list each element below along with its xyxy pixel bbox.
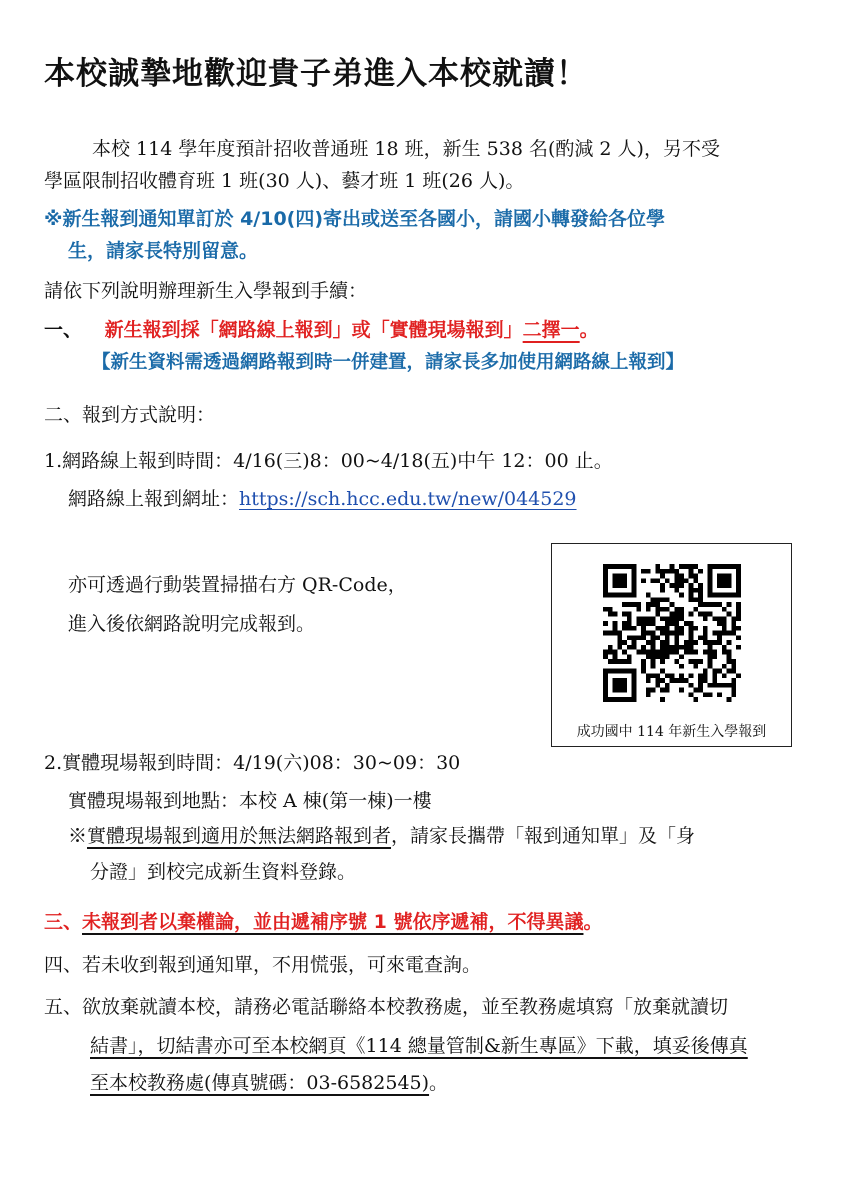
qr-instruction-1: 亦可透過行動裝置掃描右方 QR-Code， [68, 574, 407, 596]
qr-code-box [551, 543, 792, 747]
section5-line-1: 五、欲放棄就讀本校，請務必電話聯絡本校教務處，並至教務處填寫「放棄就讀切 [44, 996, 729, 1018]
section3-text [44, 903, 602, 941]
section1-text: 新生報到採「網路線上報到」或「實體現場報到」 [104, 319, 523, 341]
notice-line-1: ※新生報到通知單訂於 4/10(四)寄出或送至各國小，請國小轉發給各位學 [44, 208, 666, 230]
qr-caption: 成功國中 114 年新生入學報到 [576, 724, 767, 740]
online-url-line [68, 480, 577, 518]
section3-end: 。 [583, 911, 603, 933]
section5-underlined-start: 結書」 [90, 1035, 138, 1057]
intro-line-1: 本校 114 學年度預計招收普通班 18 班，新生 538 名(酌減 2 人)，另不受 [92, 138, 720, 160]
section1-number: 一、 [44, 319, 83, 341]
onsite-note-line-2: 分證」到校完成新生資料登錄。 [90, 861, 357, 883]
onsite-time: 2.實體現場報到時間：4/19(六)08：30~09：30 [44, 752, 461, 774]
intro-line-2: 學區限制招收體育班 1 班(30 人)、藝才班 1 班(26 人)。 [44, 170, 525, 192]
section5-end: 。 [429, 1072, 449, 1094]
onsite-note-prefix: ※ [68, 825, 88, 847]
online-url-label: 網路線上報到網址： [68, 488, 240, 510]
instruction-text: 請依下列說明辦理新生入學報到手續： [44, 280, 368, 302]
online-time: 1.網路線上報到時間：4/16(三)8：00~4/18(五)中午 12：00 止。 [44, 450, 613, 472]
page-title: 本校誠摯地歡迎貴子弟進入本校就讀！ [44, 56, 588, 92]
qr-code-icon[interactable] [603, 564, 741, 702]
section3-body: 未報到者以棄權論，並由遞補序號 1 號依序遞補，不得異議 [82, 911, 584, 933]
section5-line-3 [90, 1064, 448, 1102]
qr-instruction-2: 進入後依網路說明完成報到。 [68, 613, 316, 635]
onsite-note-rest: ，請家長攜帶「報到通知單」及「身 [391, 825, 696, 847]
section3-number: 三、 [44, 911, 83, 933]
section5-line-2 [90, 1027, 748, 1065]
section1-note: 【新生資料需透過網路報到時一併建置，請家長多加使用網路線上報到】 [92, 352, 685, 373]
onsite-note-line-1 [68, 817, 695, 855]
onsite-place: 實體現場報到地點：本校 A 棟(第一棟)一樓 [68, 790, 432, 812]
onsite-note-underlined: 實體現場報到適用於無法網路報到者 [87, 825, 392, 847]
section1-emphasis: 二擇一 [522, 319, 580, 341]
notice-line-2: 生，請家長特別留意。 [68, 240, 259, 262]
section2-heading: 二、報到方式說明： [44, 404, 216, 426]
online-url-link[interactable]: https://sch.hcc.edu.tw/new/044529 [239, 488, 577, 510]
section5-underlined-rest: ，切結書亦可至本校網頁《114 總量管制&新生專區》下載，填妥後傳真 [137, 1035, 748, 1057]
section4-text: 四、若未收到報到通知單，不用慌張，可來電查詢。 [44, 954, 482, 976]
section5-fax: 至本校教務處(傳真號碼：03-6582545) [90, 1072, 430, 1094]
section1-end: 。 [579, 319, 599, 341]
